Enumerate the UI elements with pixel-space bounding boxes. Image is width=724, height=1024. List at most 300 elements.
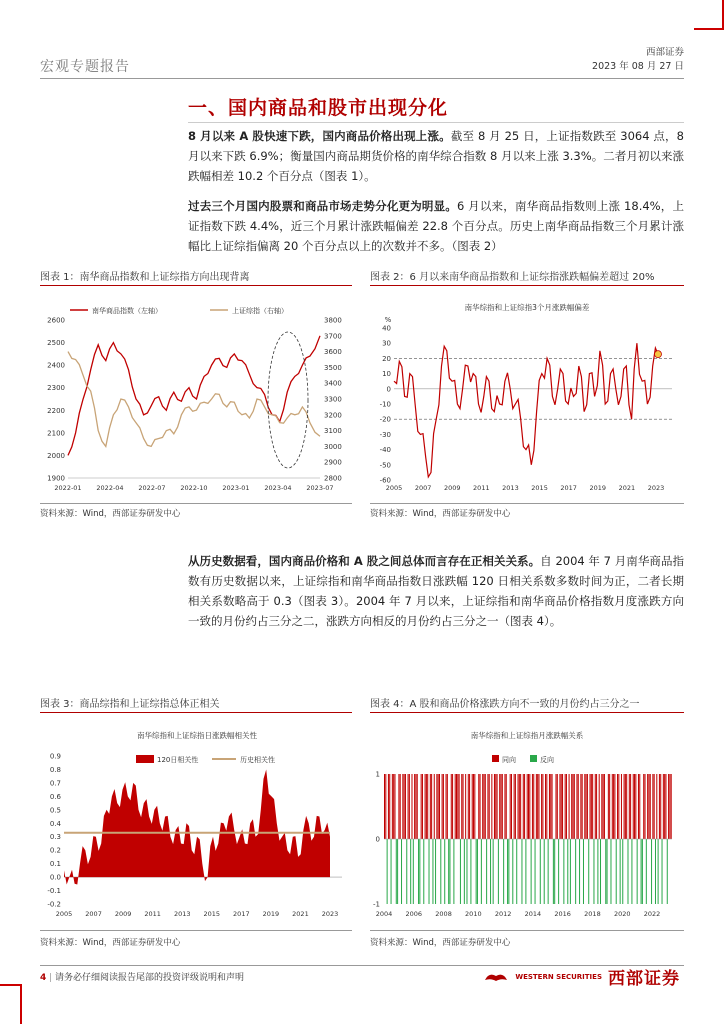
bar-same-direction [438, 774, 439, 839]
y-tick-label: -40 [379, 446, 391, 455]
bar-opposite-direction [397, 839, 398, 904]
logo-english: WESTERN SECURITIES [515, 972, 602, 981]
x-tick-label: 2005 [55, 910, 73, 918]
bar-opposite-direction [507, 839, 508, 904]
bar-same-direction [523, 774, 524, 839]
y-right-tick-label: 3800 [324, 316, 342, 325]
legend-label: 上证综指（右轴） [232, 307, 288, 315]
bar-opposite-direction [503, 839, 504, 904]
bar-same-direction [527, 774, 528, 839]
x-tick-label: 2015 [203, 910, 221, 918]
y-tick-label: 0.5 [49, 806, 61, 815]
bar-opposite-direction [597, 839, 598, 904]
figure-3-bottom-rule [40, 930, 352, 931]
bar-opposite-direction [651, 839, 652, 904]
bar-opposite-direction [567, 839, 568, 904]
bar-opposite-direction [620, 839, 621, 904]
bar-same-direction [392, 774, 393, 839]
bar-same-direction [436, 774, 437, 839]
bar-same-direction [461, 774, 462, 839]
bar-same-direction [663, 774, 664, 839]
bar-same-direction [520, 774, 521, 839]
bar-opposite-direction [627, 839, 628, 904]
x-tick-label: 2022-01 [54, 484, 82, 492]
y-tick-label: 0.9 [49, 752, 61, 761]
x-tick-label: 2022-10 [180, 484, 208, 492]
bar-opposite-direction [642, 839, 643, 904]
bar-opposite-direction [449, 839, 450, 904]
y-tick-label: 40 [382, 324, 391, 333]
bar-opposite-direction [531, 839, 532, 904]
bar-same-direction [590, 774, 591, 839]
bar-same-direction [414, 774, 415, 839]
bar-opposite-direction [406, 839, 407, 904]
bar-opposite-direction [631, 839, 632, 904]
bar-same-direction [529, 774, 530, 839]
figure-2-title: 图表 2：6 月以来南华商品指数和上证综指涨跌幅偏差超过 20% [370, 272, 655, 283]
bar-same-direction [510, 774, 511, 839]
bar-same-direction [591, 774, 592, 839]
bar-same-direction [518, 774, 519, 839]
bar-same-direction [633, 774, 634, 839]
bar-same-direction [669, 774, 670, 839]
x-tick-label: 2023-04 [264, 484, 292, 492]
bar-opposite-direction [498, 839, 499, 904]
bar-opposite-direction [667, 839, 668, 904]
bar-same-direction [489, 774, 490, 839]
bar-same-direction [576, 774, 577, 839]
y-tick-label: -30 [379, 430, 391, 439]
bar-opposite-direction [575, 839, 576, 904]
bar-same-direction [566, 774, 567, 839]
x-tick-label: 2022-04 [96, 484, 124, 492]
bar-opposite-direction [535, 839, 536, 904]
chart-title: 南华综指和上证综指3个月涨跌幅偏差 [464, 303, 590, 312]
bar-opposite-direction [563, 839, 564, 904]
header-right [592, 46, 684, 74]
bar-opposite-direction [521, 839, 522, 904]
bar-same-direction [532, 774, 533, 839]
bar-opposite-direction [413, 839, 414, 904]
bar-same-direction [626, 774, 627, 839]
bar-same-direction [656, 774, 657, 839]
x-tick-label: 2016 [554, 910, 571, 918]
bar-same-direction [613, 774, 614, 839]
bar-same-direction [660, 774, 661, 839]
bar-opposite-direction [622, 839, 623, 904]
bar-same-direction [528, 774, 529, 839]
bar-same-direction [578, 774, 579, 839]
bar-same-direction [473, 774, 474, 839]
bar-same-direction [541, 774, 542, 839]
x-tick-label: 2021 [292, 910, 309, 918]
bar-opposite-direction [583, 839, 584, 904]
bar-same-direction [455, 774, 456, 839]
y-left-tick-label: 2400 [47, 361, 65, 370]
bar-same-direction [422, 774, 423, 839]
bar-same-direction [421, 774, 422, 839]
bar-same-direction [546, 774, 547, 839]
bar-same-direction [612, 774, 613, 839]
y-right-tick-label: 3500 [324, 363, 342, 372]
corner-mark-bottom-left [0, 984, 22, 1024]
bar-same-direction [549, 774, 550, 839]
bar-opposite-direction [493, 839, 494, 904]
x-tick-label: 2011 [473, 484, 490, 492]
legend-label: 南华商品指数（左轴） [92, 307, 162, 315]
y-tick-label: 0.4 [49, 819, 61, 828]
y-right-tick-label: 3100 [324, 427, 342, 436]
bar-same-direction [592, 774, 593, 839]
bar-opposite-direction [548, 839, 549, 904]
y-tick-label: 10 [382, 370, 391, 379]
bar-same-direction [552, 774, 553, 839]
x-tick-label: 2023 [647, 484, 665, 492]
y-tick-label: 0.7 [49, 779, 61, 788]
bar-opposite-direction [476, 839, 477, 904]
bar-opposite-direction [401, 839, 402, 904]
y-left-tick-label: 1900 [47, 474, 65, 483]
x-tick-label: 2023 [321, 910, 339, 918]
series-line-nanhua [68, 336, 320, 456]
y-tick-label: -0.2 [47, 900, 61, 909]
paragraph-1-lead: 8 月以来 A 股快速下跌，国内商品价格出现上涨。 [188, 129, 451, 143]
bar-same-direction [389, 774, 390, 839]
figure-4-bottom-rule [370, 930, 684, 931]
y-left-tick-label: 2100 [47, 429, 65, 438]
bar-same-direction [451, 774, 452, 839]
bar-opposite-direction [490, 839, 491, 904]
y-right-tick-label: 2800 [324, 474, 342, 483]
bar-same-direction [385, 774, 386, 839]
x-tick-label: 2019 [262, 910, 280, 918]
bar-opposite-direction [646, 839, 647, 904]
y-tick-label: 20 [382, 354, 391, 363]
paragraph-3-body: 自 2004 年 7 月南华商品指数有历史数据以来，上证综指和南华商品指数日涨跌幅 120 日相关系数多数时间为正，二者长期相关系数略高于 0.3（图表 3）。2004 年 7 月以来，上证综指和南华商品价格指数月度涨跌方向一致的月份约占三分之二，涨跌方向相反的月份约占三分之一（图表 4）。 [188, 554, 684, 628]
bar-same-direction [459, 774, 460, 839]
bar-same-direction [400, 774, 401, 839]
bar-opposite-direction [525, 839, 526, 904]
x-tick-label: 2021 [618, 484, 636, 492]
bar-same-direction [524, 774, 525, 839]
bar-same-direction [565, 774, 566, 839]
bar-same-direction [425, 774, 426, 839]
bar-same-direction [629, 774, 630, 839]
legend-swatch-rolling [136, 755, 154, 763]
bar-same-direction [624, 774, 625, 839]
bar-same-direction [595, 774, 596, 839]
page-number: 4 [40, 973, 47, 983]
paragraph-3 [188, 551, 684, 631]
bar-same-direction [491, 774, 492, 839]
bar-same-direction [582, 774, 583, 839]
bar-same-direction [580, 774, 581, 839]
bar-same-direction [442, 774, 443, 839]
bar-same-direction [404, 774, 405, 839]
bar-opposite-direction [579, 839, 580, 904]
y-tick-label: 0.6 [49, 792, 61, 801]
bar-opposite-direction [486, 839, 487, 904]
x-tick-label: 2009 [114, 910, 132, 918]
figure-4-top-rule [370, 712, 684, 713]
paragraph-2-lead: 过去三个月国内股票和商品市场走势分化更为明显。 [188, 199, 457, 213]
bar-same-direction [426, 774, 427, 839]
bar-same-direction [408, 774, 409, 839]
bar-same-direction [443, 774, 444, 839]
bar-opposite-direction [570, 839, 571, 904]
x-tick-label: 2018 [584, 910, 601, 918]
bar-opposite-direction [610, 839, 611, 904]
figure-1-source: 资料来源：Wind，西部证券研发中心 [40, 509, 181, 519]
bar-same-direction [431, 774, 432, 839]
rolling-correlation-area [64, 770, 330, 885]
legend-label: 同向 [502, 756, 516, 764]
x-tick-label: 2009 [443, 484, 461, 492]
bar-same-direction [654, 774, 655, 839]
bar-same-direction [635, 774, 636, 839]
bar-same-direction [538, 774, 539, 839]
bar-same-direction [502, 774, 503, 839]
x-tick-label: 2017 [233, 910, 250, 918]
bar-same-direction [604, 774, 605, 839]
bar-opposite-direction [637, 839, 638, 904]
y-tick-label: -20 [379, 415, 391, 424]
y-tick-label: 0 [375, 835, 380, 844]
x-tick-label: 2005 [385, 484, 403, 492]
latest-value-marker [655, 351, 662, 358]
paragraph-2-body: 6 月以来，南华商品指数则上涨 18.4%，上证指数下跌 4.4%，近三个月累计涨跌幅偏差 22.8 个百分点。历史上南华商品指数三个月累计涨幅比上证综指偏离 20 个百分点以上的次数并不多。（图表 2） [188, 199, 684, 253]
y-tick-label: -0.1 [47, 887, 61, 896]
bar-same-direction [456, 774, 457, 839]
bar-same-direction [601, 774, 602, 839]
y-left-tick-label: 2600 [47, 316, 65, 325]
y-tick-label: -60 [379, 476, 391, 485]
bar-same-direction [617, 774, 618, 839]
bar-opposite-direction [600, 839, 601, 904]
section-title: 一、国内商品和股市出现分化 [188, 97, 449, 119]
y-right-tick-label: 2900 [324, 458, 342, 467]
bar-same-direction [447, 774, 448, 839]
bar-same-direction [501, 774, 502, 839]
figure-4-chart [370, 718, 684, 928]
bar-same-direction [446, 774, 447, 839]
legend-label: 反向 [540, 756, 554, 764]
y-tick-label: 0.3 [49, 833, 61, 842]
bar-opposite-direction [448, 839, 449, 904]
y-tick-label: -50 [379, 461, 391, 470]
x-tick-label: 2013 [173, 910, 191, 918]
legend-swatch-same [492, 755, 499, 762]
bar-same-direction [586, 774, 587, 839]
bar-same-direction [599, 774, 600, 839]
bar-same-direction [665, 774, 666, 839]
bar-same-direction [506, 774, 507, 839]
bar-opposite-direction [616, 839, 617, 904]
bar-same-direction [504, 774, 505, 839]
bar-opposite-direction [607, 839, 608, 904]
x-tick-label: 2023-01 [222, 484, 250, 492]
y-tick-label: 0.8 [49, 765, 61, 774]
y-tick-label: 0.2 [49, 846, 61, 855]
x-tick-label: 2014 [524, 910, 542, 918]
corner-mark-top-right [694, 0, 724, 30]
bar-same-direction [430, 774, 431, 839]
bar-same-direction [514, 774, 515, 839]
bar-same-direction [463, 774, 464, 839]
footer-note: 4 | 请务必仔细阅读报告尾部的投资评级说明和声明 [40, 973, 245, 983]
y-right-tick-label: 3000 [324, 442, 342, 451]
series-line-shanghai [68, 352, 320, 447]
chart-title: 南华综指和上证综指月涨跌幅关系 [470, 731, 584, 740]
bar-same-direction [596, 774, 597, 839]
y-right-tick-label: 3700 [324, 332, 342, 341]
bar-opposite-direction [387, 839, 388, 904]
bar-same-direction [515, 774, 516, 839]
bar-opposite-direction [464, 839, 465, 904]
bar-opposite-direction [662, 839, 663, 904]
paragraph-1 [188, 126, 684, 186]
bar-opposite-direction [481, 839, 482, 904]
x-tick-label: 2007 [414, 484, 432, 492]
y-left-tick-label: 2500 [47, 339, 65, 348]
figure-2-source: 资料来源：Wind，西部证券研发中心 [370, 509, 511, 519]
bar-same-direction [648, 774, 649, 839]
x-tick-label: 2011 [144, 910, 161, 918]
bar-same-direction [402, 774, 403, 839]
bar-same-direction [439, 774, 440, 839]
bar-same-direction [569, 774, 570, 839]
bar-same-direction [482, 774, 483, 839]
bar-same-direction [469, 774, 470, 839]
y-right-tick-label: 3200 [324, 411, 342, 420]
bar-same-direction [559, 774, 560, 839]
x-tick-label: 2015 [531, 484, 548, 492]
bar-same-direction [587, 774, 588, 839]
y-tick-label: 30 [382, 339, 391, 348]
series-line-deviation [394, 343, 658, 477]
paragraph-1-body: 截至 8 月 25 日，上证指数跌至 3064 点，8 月以来下跌 6.9%；衡量国内商品期货价格的南华综合指数 8 月以来上涨 3.3%。二者月初以来涨跌幅相差 10.2 个百分点（图表 1）。 [188, 129, 684, 183]
x-tick-label: 2013 [502, 484, 519, 492]
bar-opposite-direction [658, 839, 659, 904]
bar-same-direction [468, 774, 469, 839]
bar-same-direction [495, 774, 496, 839]
bar-opposite-direction [588, 839, 589, 904]
bar-same-direction [614, 774, 615, 839]
bar-same-direction [639, 774, 640, 839]
bar-opposite-direction [655, 839, 656, 904]
bar-same-direction [562, 774, 563, 839]
x-tick-label: 2004 [375, 910, 393, 918]
bar-opposite-direction [593, 839, 594, 904]
bar-same-direction [483, 774, 484, 839]
bar-opposite-direction [558, 839, 559, 904]
figure-2-top-rule [370, 285, 684, 286]
y-right-tick-label: 3600 [324, 348, 342, 357]
bar-same-direction [625, 774, 626, 839]
bull-logo-icon [483, 970, 509, 984]
x-tick-label: 2017 [560, 484, 577, 492]
bar-same-direction [621, 774, 622, 839]
x-tick-label: 2019 [589, 484, 607, 492]
logo-chinese: 西部证券 [608, 969, 680, 989]
y-right-tick-label: 3300 [324, 395, 342, 404]
bar-same-direction [659, 774, 660, 839]
bar-same-direction [499, 774, 500, 839]
bar-opposite-direction [641, 839, 642, 904]
figure-4-source: 资料来源：Wind，西部证券研发中心 [370, 938, 511, 948]
bar-opposite-direction [419, 839, 420, 904]
x-tick-label: 2022 [643, 910, 661, 918]
bar-same-direction [647, 774, 648, 839]
bar-same-direction [573, 774, 574, 839]
x-tick-label: 2023-07 [306, 484, 334, 492]
y-tick-label: 0 [386, 385, 391, 394]
x-tick-label: 2010 [465, 910, 482, 918]
x-tick-label: 2020 [613, 910, 631, 918]
bar-same-direction [533, 774, 534, 839]
bar-same-direction [638, 774, 639, 839]
bar-opposite-direction [460, 839, 461, 904]
bar-same-direction [574, 774, 575, 839]
bar-opposite-direction [391, 839, 392, 904]
bar-same-direction [388, 774, 389, 839]
y-tick-label: 0.0 [49, 873, 61, 882]
figure-1-chart [40, 290, 352, 502]
bar-same-direction [609, 774, 610, 839]
bar-same-direction [411, 774, 412, 839]
bar-opposite-direction [553, 839, 554, 904]
bar-same-direction [485, 774, 486, 839]
bar-same-direction [480, 774, 481, 839]
bar-opposite-direction [418, 839, 419, 904]
y-left-tick-label: 2000 [47, 451, 65, 460]
bar-same-direction [671, 774, 672, 839]
bar-same-direction [650, 774, 651, 839]
bar-same-direction [472, 774, 473, 839]
bar-same-direction [608, 774, 609, 839]
figure-1-title: 图表 1：南华商品指数和上证综指方向出现背离 [40, 272, 250, 283]
bar-same-direction [542, 774, 543, 839]
figure-4-title: 图表 4：A 股和商品价格涨跌方向不一致的月份约占三分之一 [370, 699, 640, 710]
legend-label: 历史相关性 [240, 756, 275, 764]
report-date: 2023 年 08 月 27 日 [592, 61, 684, 72]
bar-same-direction [630, 774, 631, 839]
bar-same-direction [415, 774, 416, 839]
figure-2-chart [370, 290, 684, 502]
disclaimer-note: 请务必仔细阅读报告尾部的投资评级说明和声明 [55, 973, 245, 983]
bar-same-direction [545, 774, 546, 839]
bar-same-direction [603, 774, 604, 839]
y-left-tick-label: 2300 [47, 384, 65, 393]
figure-3-source: 资料来源：Wind，西部证券研发中心 [40, 938, 181, 948]
bar-same-direction [555, 774, 556, 839]
bar-opposite-direction [540, 839, 541, 904]
bar-same-direction [645, 774, 646, 839]
bar-same-direction [584, 774, 585, 839]
bar-same-direction [394, 774, 395, 839]
bar-opposite-direction [435, 839, 436, 904]
bar-same-direction [405, 774, 406, 839]
report-type: 宏观专题报告 [40, 59, 130, 75]
bar-same-direction [384, 774, 385, 839]
bar-same-direction [409, 774, 410, 839]
bar-same-direction [497, 774, 498, 839]
figure-1-top-rule [40, 285, 352, 286]
y-unit-label: % [384, 316, 392, 324]
x-tick-label: 2012 [494, 910, 512, 918]
paragraph-3-lead: 从历史数据看，国内商品价格和 A 股之间总体而言存在正相关关系。 [188, 554, 541, 568]
bar-opposite-direction [470, 839, 471, 904]
